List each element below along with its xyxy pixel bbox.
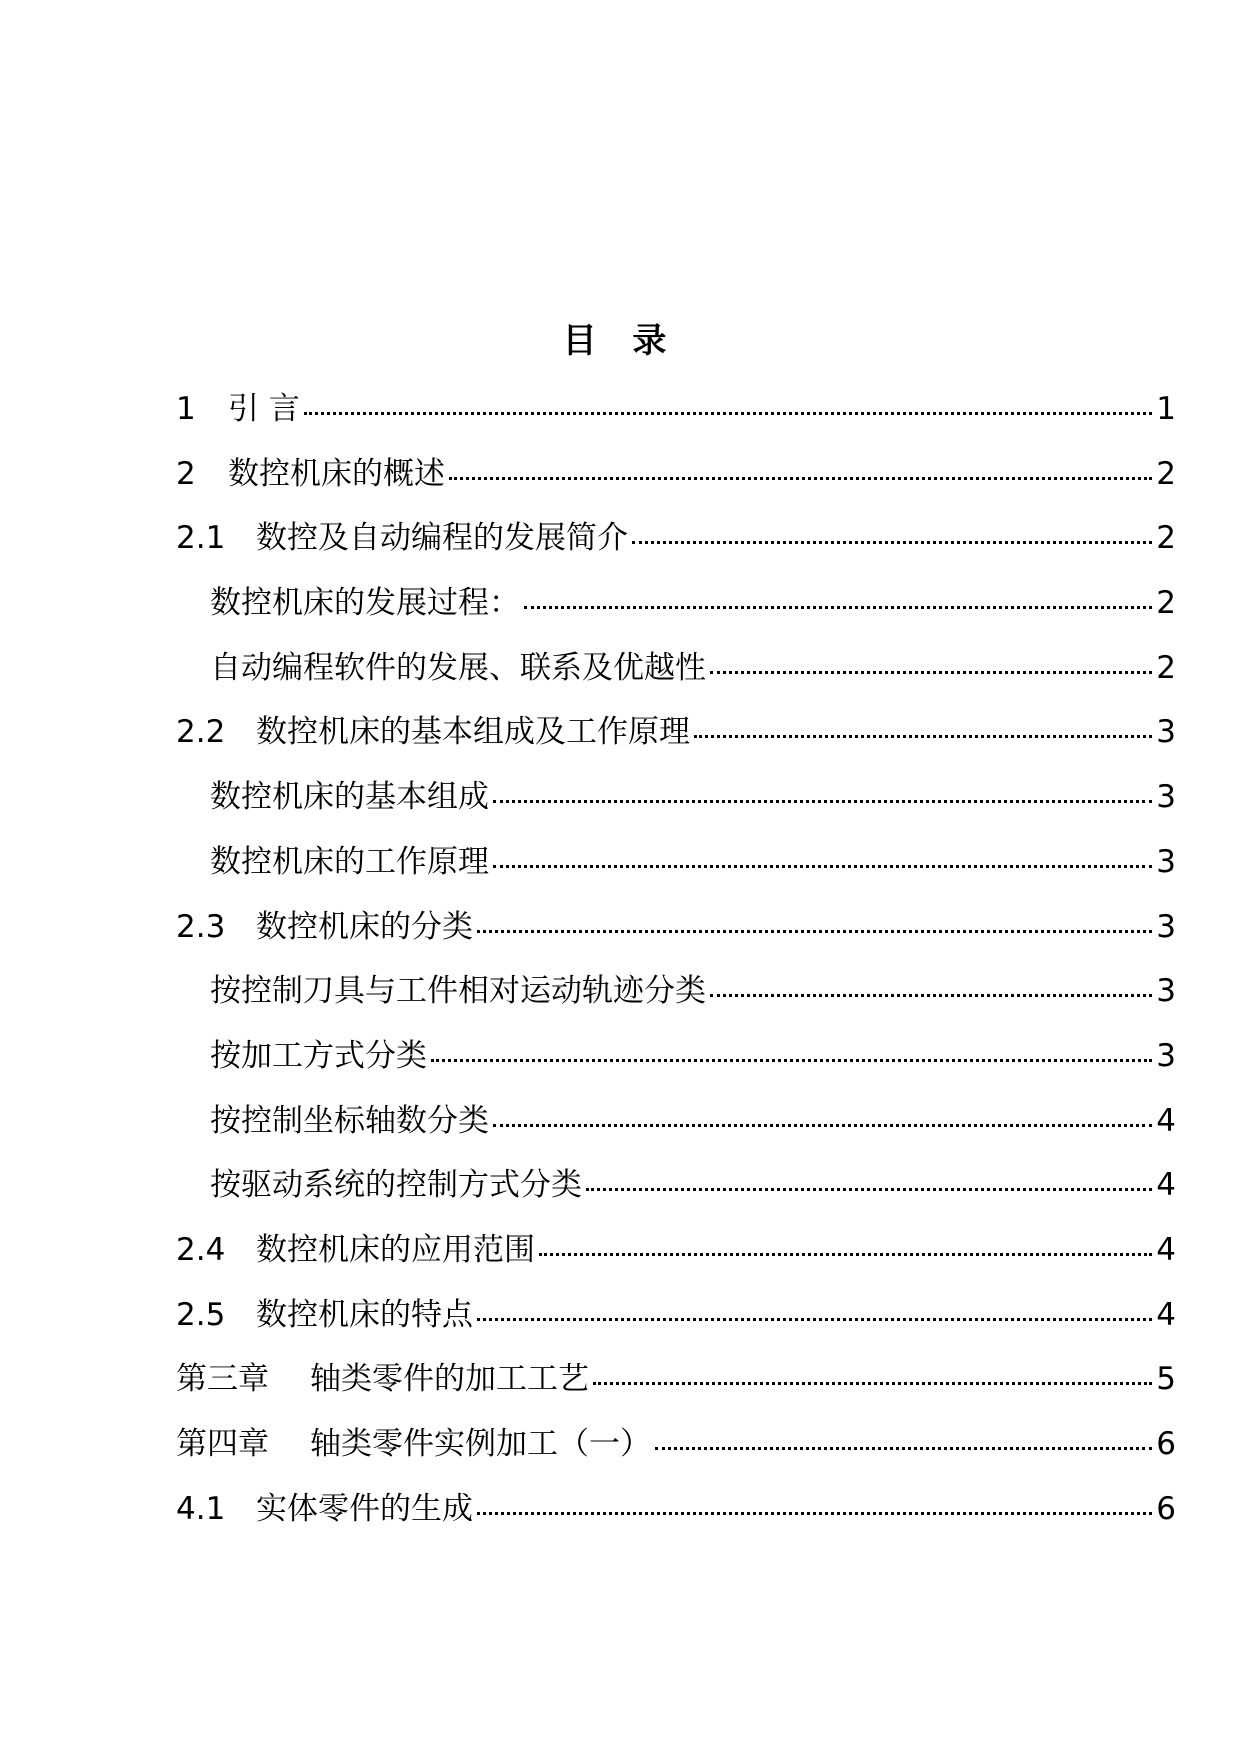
entry-page-number: 3: [1156, 1037, 1176, 1074]
toc-entry[interactable]: [176, 1421, 1176, 1486]
entry-title: 轴类零件的加工工艺: [310, 1361, 589, 1398]
entry-title: 数控机床的基本组成及工作原理: [256, 714, 690, 751]
toc-entry[interactable]: [176, 709, 1176, 774]
entry-title: 数控机床的工作原理: [210, 843, 489, 880]
entry-page-number: 3: [1156, 843, 1176, 880]
toc-title: 目 录: [562, 321, 679, 361]
toc-entry[interactable]: [176, 968, 1176, 1033]
toc-entry[interactable]: [176, 1486, 1176, 1551]
toc-entry[interactable]: [176, 774, 1176, 839]
dot-leader: [586, 1188, 1152, 1191]
toc-entry[interactable]: [176, 1098, 1176, 1163]
entry-page-number: 6: [1156, 1426, 1176, 1462]
dot-leader: [694, 735, 1152, 738]
dot-leader: [477, 930, 1152, 933]
entry-number: 2.3: [176, 908, 226, 945]
entry-title: 按控制坐标轴数分类: [210, 1102, 489, 1139]
entry-title: 按控制刀具与工件相对运动轨迹分类: [210, 973, 706, 1010]
toc-entry[interactable]: [176, 645, 1176, 710]
entry-title: 数控机床的基本组成: [210, 779, 489, 816]
entry-title: 数控机床的概述: [228, 455, 445, 492]
entry-number: 4.1: [176, 1490, 226, 1527]
toc-entry[interactable]: [176, 1162, 1176, 1227]
entry-page-number: 4: [1156, 1231, 1176, 1268]
entry-title: 按驱动系统的控制方式分类: [210, 1167, 582, 1204]
toc-entry[interactable]: [176, 1033, 1176, 1098]
dot-leader: [524, 606, 1152, 609]
entry-title: 自动编程软件的发展、联系及优越性: [210, 649, 706, 686]
entry-title: 数控机床的分类: [256, 908, 473, 945]
dot-leader: [449, 477, 1152, 480]
toc-entry[interactable]: [176, 515, 1176, 580]
entry-page-number: 4: [1156, 1167, 1176, 1204]
entry-page-number: 2: [1156, 520, 1176, 557]
entry-page-number: 4: [1156, 1296, 1176, 1333]
entry-title: 实体零件的生成: [256, 1490, 473, 1527]
toc-entry[interactable]: [176, 839, 1176, 904]
entry-page-number: 1: [1156, 391, 1176, 427]
entry-page-number: 2: [1156, 649, 1176, 686]
toc-entry[interactable]: [176, 1227, 1176, 1292]
entry-number: 2.4: [176, 1231, 226, 1268]
dot-leader: [477, 1512, 1152, 1515]
dot-leader: [655, 1447, 1152, 1450]
entry-title: 轴类零件实例加工（一）: [310, 1426, 651, 1462]
dot-leader: [710, 671, 1152, 674]
dot-leader: [632, 541, 1152, 544]
entry-title: 按加工方式分类: [210, 1037, 427, 1074]
toc-entry[interactable]: [176, 1356, 1176, 1421]
dot-leader: [539, 1253, 1152, 1256]
entry-number: 1: [176, 391, 196, 427]
dot-leader: [477, 1318, 1152, 1321]
entry-page-number: 3: [1156, 779, 1176, 816]
toc-entry[interactable]: [176, 580, 1176, 645]
entry-page-number: 4: [1156, 1102, 1176, 1139]
entry-page-number: 6: [1156, 1490, 1176, 1527]
toc-list: [176, 386, 1176, 1550]
entry-number: 2.2: [176, 714, 226, 751]
entry-title: 数控机床的应用范围: [256, 1231, 535, 1268]
toc-entry[interactable]: [176, 904, 1176, 969]
dot-leader: [431, 1059, 1152, 1062]
entry-page-number: 3: [1156, 908, 1176, 945]
entry-page-number: 5: [1156, 1361, 1176, 1398]
entry-title: 数控机床的特点: [256, 1296, 473, 1333]
dot-leader: [710, 994, 1152, 997]
dot-leader: [493, 800, 1152, 803]
dot-leader: [493, 865, 1152, 868]
toc-entry[interactable]: [176, 386, 1176, 451]
entry-number: 2: [176, 455, 196, 492]
entry-page-number: 3: [1156, 714, 1176, 751]
entry-number: 2.1: [176, 520, 226, 557]
dot-leader: [493, 1124, 1152, 1127]
entry-title: 引 言: [228, 391, 300, 427]
dot-leader: [593, 1382, 1152, 1385]
entry-number: 2.5: [176, 1296, 226, 1333]
dot-leader: [304, 412, 1152, 415]
entry-number: 第四章: [176, 1426, 269, 1462]
entry-page-number: 2: [1156, 585, 1176, 622]
toc-entry[interactable]: [176, 451, 1176, 516]
entry-page-number: 3: [1156, 973, 1176, 1010]
toc-entry[interactable]: [176, 1292, 1176, 1357]
entry-title: 数控及自动编程的发展简介: [256, 520, 628, 557]
entry-page-number: 2: [1156, 455, 1176, 492]
entry-title: 数控机床的发展过程：: [210, 585, 520, 622]
entry-number: 第三章: [176, 1361, 269, 1398]
